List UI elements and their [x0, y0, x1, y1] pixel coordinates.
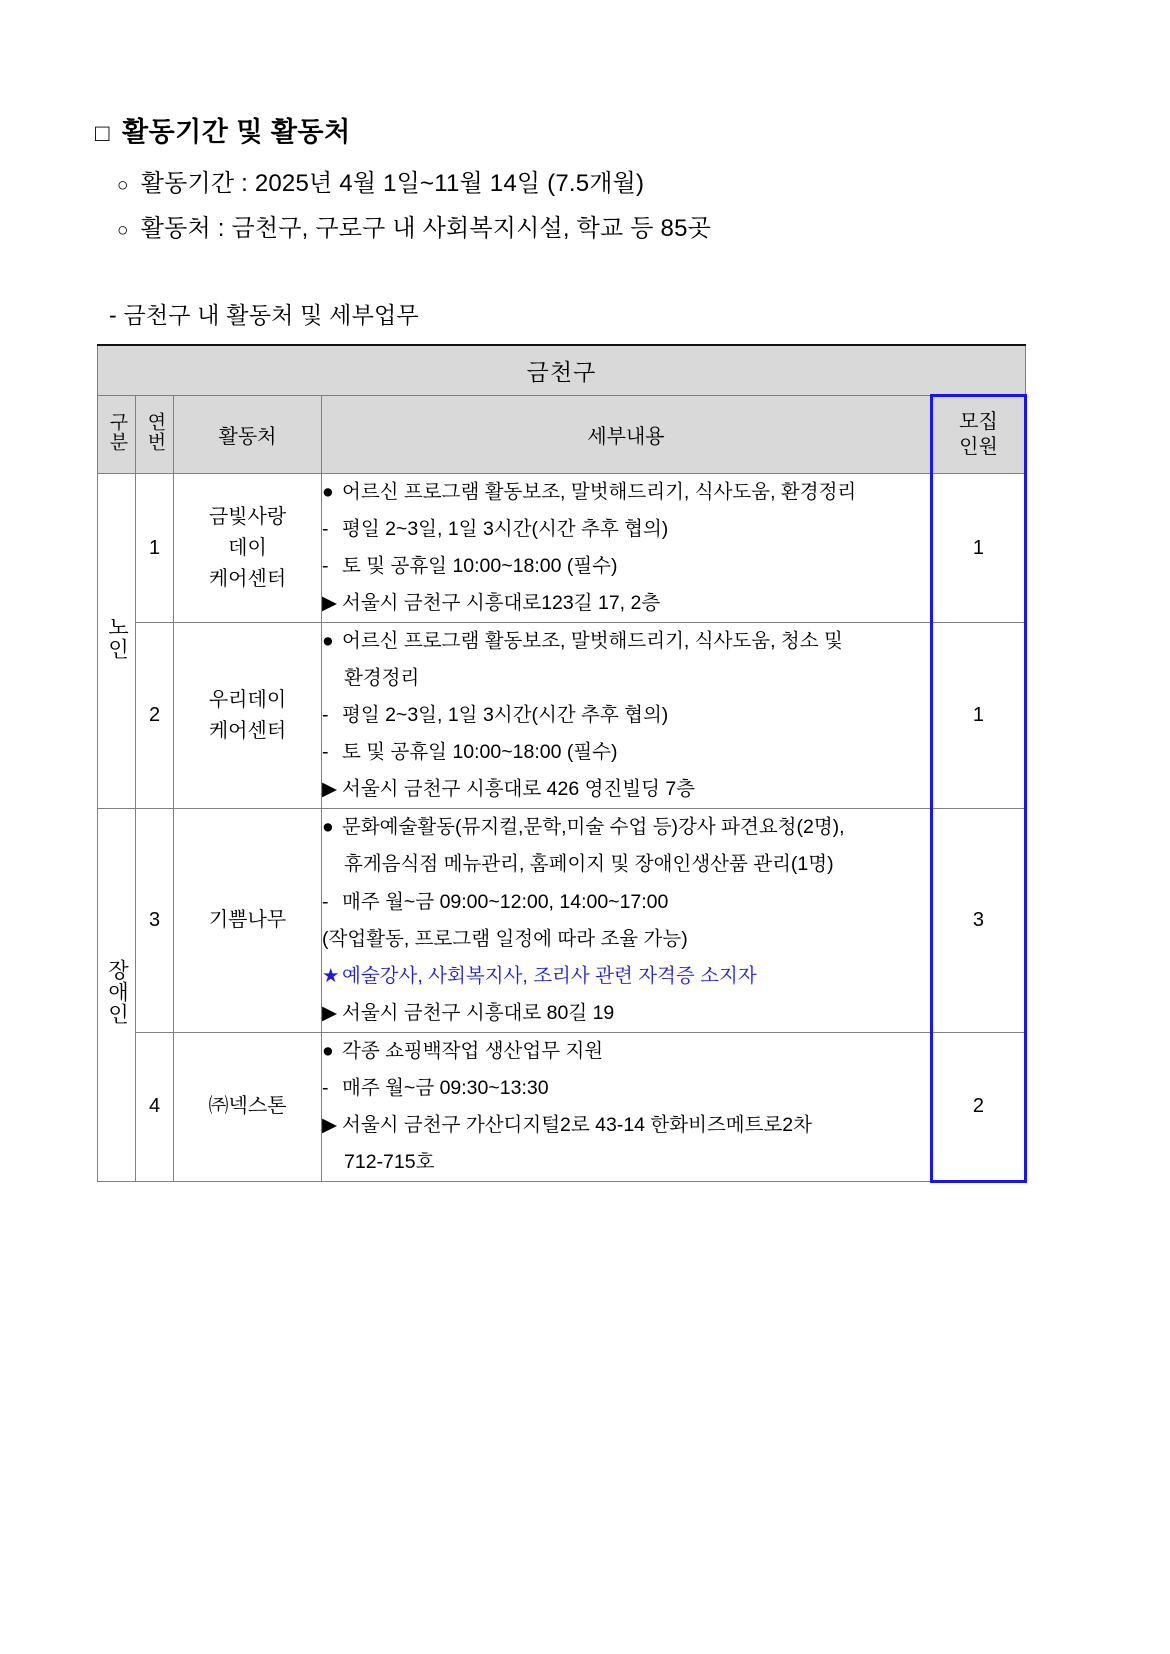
circle-bullet-icon: ○: [117, 220, 129, 241]
detail-cell: [322, 1032, 932, 1181]
header-recruit-count: [931, 396, 1025, 474]
table-title-row: [98, 345, 1026, 396]
bullet-dot-icon: ●: [322, 1039, 334, 1062]
place-name: [174, 1032, 322, 1181]
place-name: [174, 623, 322, 809]
square-bullet-icon: □: [95, 120, 110, 147]
detail-text: 환경정리: [344, 667, 420, 690]
triangle-right-icon: ▶: [322, 1113, 337, 1136]
category-cell-disabled: 장애인: [98, 809, 136, 1181]
place-line: 우리데이: [208, 688, 287, 711]
table-row: [98, 474, 1026, 623]
circle-bullet-icon: ○: [117, 175, 129, 196]
table-row: [98, 623, 1026, 809]
dash-icon: -: [322, 741, 329, 764]
table-row: [98, 1032, 1026, 1181]
row-index: 4: [136, 1032, 174, 1181]
detail-cell: [322, 474, 932, 623]
detail-line: [322, 921, 930, 958]
detail-line: [322, 1070, 930, 1107]
recruit-count: 1: [931, 623, 1025, 809]
detail-line: [322, 585, 930, 622]
activity-place-text: 활동처 : 금천구, 구로구 내 사회복지시설, 학교 등 85곳: [140, 215, 712, 242]
detail-text: 매주 월~금 09:00~12:00, 14:00~17:00: [342, 890, 669, 913]
detail-line: [322, 548, 930, 585]
star-icon: ★: [322, 964, 340, 987]
detail-line: [322, 1144, 930, 1181]
detail-text: 712-715호: [344, 1150, 435, 1173]
activity-period-text: 활동기간 : 2025년 4월 1일~11월 14일 (7.5개월): [140, 170, 645, 197]
header-index: 연번: [136, 396, 174, 474]
activity-table: [97, 344, 1027, 1183]
detail-text: 평일 2~3일, 1일 3시간(시간 추후 협의): [342, 518, 669, 541]
row-index: 3: [136, 809, 174, 1032]
detail-text: 매주 월~금 09:30~13:30: [342, 1076, 549, 1099]
detail-cell: [322, 623, 932, 809]
detail-text: 토 및 공휴일 10:00~18:00 (필수): [342, 555, 618, 578]
bullet-dot-icon: ●: [322, 630, 334, 653]
detail-text: 서울시 금천구 시흥대로123길 17, 2층: [342, 592, 661, 615]
section-heading: [95, 110, 1075, 149]
recruit-count: 2: [931, 1032, 1025, 1181]
detail-line: [322, 474, 930, 511]
bullet-line-period: [117, 163, 1075, 198]
table-header-row: [98, 396, 1026, 474]
header-recruit-line2: 인원: [959, 436, 998, 458]
triangle-right-icon: ▶: [322, 778, 337, 801]
detail-line: [322, 846, 930, 883]
triangle-right-icon: ▶: [322, 1001, 337, 1024]
detail-line: [322, 1033, 930, 1070]
place-line: 케어센터: [208, 719, 287, 742]
detail-text: 서울시 금천구 가산디지털2로 43-14 한화비즈메트로2차: [342, 1113, 812, 1136]
detail-line-qualification: [322, 958, 930, 995]
detail-text: 휴게음식점 메뉴관리, 홈페이지 및 장애인생산품 관리(1명): [344, 853, 834, 876]
detail-text: 각종 쇼핑백작업 생산업무 지원: [342, 1039, 604, 1062]
detail-line: [322, 511, 930, 548]
dash-icon: -: [322, 1076, 329, 1099]
detail-cell: [322, 809, 932, 1032]
category-cell-senior: 노인: [98, 474, 136, 809]
detail-line: [322, 660, 930, 697]
detail-text: 서울시 금천구 시흥대로 80길 19: [342, 1001, 615, 1024]
detail-text: 문화예술활동(뮤지컬,문학,미술 수업 등)강사 파견요청(2명),: [342, 816, 845, 839]
detail-line: [322, 1107, 930, 1144]
row-index: 1: [136, 474, 174, 623]
detail-line: [322, 734, 930, 771]
place-line: 기쁨나무: [208, 909, 287, 932]
bullet-line-place: [117, 208, 1075, 243]
row-index: 2: [136, 623, 174, 809]
place-name: [174, 474, 322, 623]
dash-icon: -: [322, 518, 329, 541]
bullet-dot-icon: ●: [322, 481, 334, 503]
detail-text: 토 및 공휴일 10:00~18:00 (필수): [342, 741, 618, 764]
place-line: 데이: [228, 536, 267, 559]
detail-line: [322, 884, 930, 921]
detail-text: 평일 2~3일, 1일 3시간(시간 추후 협의): [342, 704, 669, 727]
detail-line: [322, 809, 930, 846]
detail-text: 어르신 프로그램 활동보조, 말벗해드리기, 식사도움, 환경정리: [342, 481, 857, 503]
header-place: 활동처: [174, 396, 322, 474]
section-heading-text: 활동기간 및 활동처: [122, 117, 351, 147]
table-caption: - 금천구 내 활동처 및 세부업무: [109, 302, 419, 328]
detail-line: [322, 697, 930, 734]
recruit-count: 3: [931, 809, 1025, 1032]
place-line: 케어센터: [208, 567, 287, 590]
detail-text: (작업활동, 프로그램 일정에 따라 조율 가능): [322, 927, 688, 950]
header-category: 구분: [98, 396, 136, 474]
detail-line: [322, 995, 930, 1032]
detail-text: 어르신 프로그램 활동보조, 말벗해드리기, 식사도움, 청소 및: [342, 630, 843, 653]
header-recruit-line1: 모집: [959, 411, 998, 433]
recruit-count: 1: [931, 474, 1025, 623]
place-name: [174, 809, 322, 1032]
dash-icon: -: [322, 555, 329, 578]
table-row: [98, 809, 1026, 1032]
detail-text: 예술강사, 사회복지사, 조리사 관련 자격증 소지자: [342, 964, 757, 987]
detail-line: [322, 771, 930, 808]
triangle-right-icon: ▶: [322, 592, 337, 615]
dash-icon: -: [322, 890, 329, 913]
place-line: 금빛사랑: [208, 505, 287, 528]
table-title: 금천구: [98, 345, 1026, 396]
detail-text: 서울시 금천구 시흥대로 426 영진빌딩 7층: [342, 778, 696, 801]
bullet-dot-icon: ●: [322, 816, 334, 839]
detail-line: [322, 623, 930, 660]
header-detail: 세부내용: [322, 396, 932, 474]
place-line: ㈜넥스톤: [208, 1095, 287, 1118]
dash-icon: -: [322, 704, 329, 727]
